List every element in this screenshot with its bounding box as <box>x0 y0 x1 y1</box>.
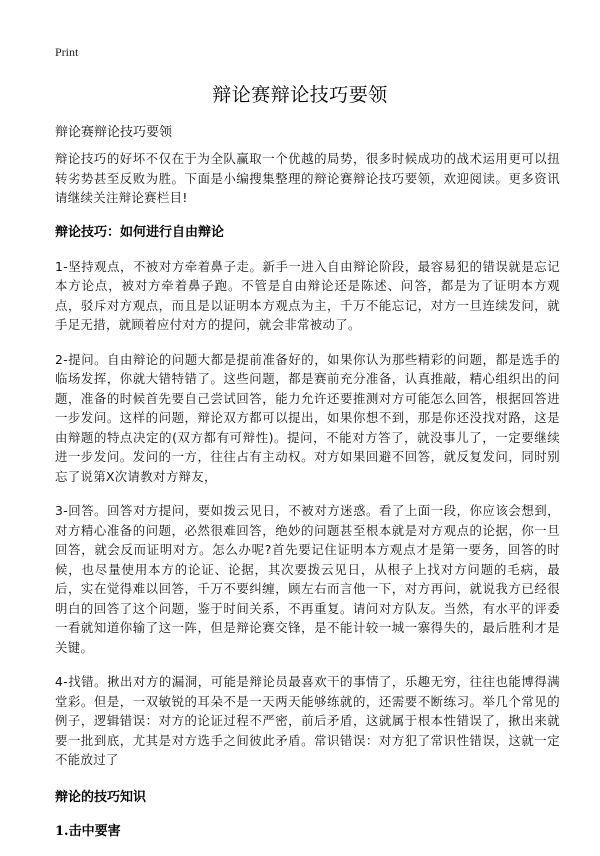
section-heading-debate-knowledge: 辩论的技巧知识 <box>55 789 147 805</box>
article-body <box>55 149 560 856</box>
paragraph-point-3: 3-回答。回答对方提问，要如拨云见日，不被对方迷惑。看了上面一段，你应该会想到，对方精心准备的问题，必然很难回答，绝妙的问题甚至根本就是对方观点的论据，你一旦回答，就会反而证明对方。怎么办呢?首先要记住证明本方观点才是第一要务，回答的时候，也尽量使用本方的论证、论据，其次要拨云见日，从根子上找对方问题的毛病，最后，实在觉得难以回答，千万不要纠缠，顾左右而言他一下，对方再问，就说我方已经很明白的回答了这个问题，鉴于时间关系，不再重复。请问对方队友。当然，有水平的评委一看就知道你输了这一阵，但是辩论赛交锋，是不能计较一城一寨得失的，最后胜利才是关键。 <box>55 503 560 655</box>
document-title: 辩论赛辩论技巧要领 <box>212 84 388 106</box>
intro-paragraph: 辩论技巧的好坏不仅在于为全队赢取一个优越的局势，很多时候成功的战术运用更可以扭转劣势甚至反败为胜。下面是小编搜集整理的辩论赛辩论技巧要领，欢迎阅读。更多资讯请继续关注辩论赛栏目! <box>55 151 560 205</box>
section-heading-free-debate: 辩论技巧：如何进行自由辩论 <box>55 224 225 240</box>
print-link[interactable]: Print <box>55 45 79 59</box>
paragraph-point-2: 2-提问。自由辩论的问题大都是提前准备好的，如果你认为那些精彩的问题，都是选手的临场发挥，你就大错特错了。这些问题，都是赛前充分准备，认真推敲，精心组织出的问题，准备的时候首先要自己尝试回答，能力允许还要推测对方可能怎么回答，根据回答进一步发问。这样的问题，辩论双方都可以提出，如果你想不到，那是你还没找对路，这是由辩题的特点决定的(双方都有可辩性)。提问，不能对方答了，就没事儿了，一定要继续进一步发问。发问的一方，往往占有主动权。对方如果回避不回答，就反复发问，同时别忘了说第X次请教对方辩友， <box>55 351 560 484</box>
paragraph-point-1: 1-坚持观点，不被对方牵着鼻子走。新手一进入自由辩论阶段，最容易犯的错误就是忘记本方论点，被对方牵着鼻子跑。不管是自由辩论还是陈述、问答，都是为了证明本方观点，驳斥对方观点，而且是以证明本方观点为主，千万不能忘记，对方一旦连续发问，就手足无措，就顾着应付对方的提问，就会非常被动了。 <box>55 258 560 332</box>
subsection-heading-hit-the-point: 1.击中要害 <box>55 823 121 839</box>
paragraph-point-4: 4-找错。揪出对方的漏洞，可能是辩论员最喜欢干的事情了，乐趣无穷，往往也能博得满堂彩。但是，一双敏锐的耳朵不是一天两天能够练就的，还需要不断练习。举几个常见的例子，逻辑错误：对方的论证过程不严密，前后矛盾，这就属于根本性错误了，揪出来就要一批到底，尤其是对方选手之间彼此矛盾。常识错误：对方犯了常识性错误，这就一定不能放过了 <box>55 674 560 767</box>
document-subtitle: 辩论赛辩论技巧要领 <box>55 125 173 140</box>
